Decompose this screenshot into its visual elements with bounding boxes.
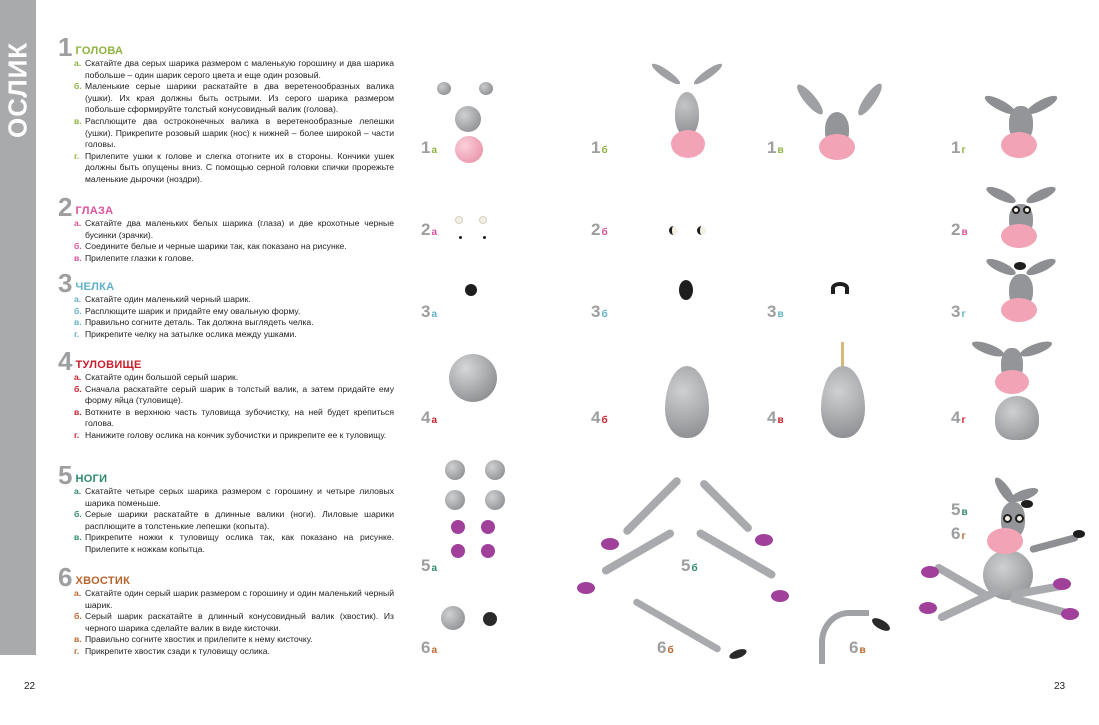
step-letter: в. [74, 317, 82, 328]
donkey-muzzle [987, 528, 1023, 554]
donkey-muzzle [1001, 224, 1037, 248]
hoof [919, 602, 937, 614]
step-text: Прилепите глазки к голове. [85, 252, 194, 263]
eye-assembled [697, 226, 706, 235]
step-label-4g: 4г [951, 408, 966, 427]
step-text: Правильно согните хвостик и прилепите к нему кисточку. [85, 634, 313, 645]
step-list [74, 294, 394, 340]
donkey-eye [1012, 206, 1020, 214]
hoof [755, 534, 773, 546]
step-label-1g: 1г [951, 138, 966, 157]
left-page-number: 22 [24, 681, 36, 692]
section-title: ЧЕЛКА [75, 281, 115, 293]
head-ear [984, 256, 1017, 279]
sidebar [0, 0, 36, 655]
step-letter: а. [74, 218, 82, 228]
step-letter: в. [74, 634, 82, 645]
step-text: Скатайте один маленький черный шарик. [85, 294, 251, 304]
step-label-5a: 5а [421, 556, 438, 575]
step-label-2a: 2а [421, 220, 438, 239]
purple-ball [481, 544, 495, 558]
leg-roll [622, 476, 683, 537]
flat-ear [794, 81, 827, 117]
step-text: Расплющите шарик и придайте ему овальную форму. [85, 305, 301, 316]
step-text: Скатайте один серый шарик размером с горошину и один маленький черный шарик. [85, 588, 394, 610]
section-title: ГОЛОВА [75, 45, 124, 57]
step-item [74, 151, 394, 186]
step-letter: г. [74, 645, 80, 656]
step-text: Прикрепите ножки к туловищу ослика так, как показано на рисунке. Прилепите к ножкам копытца. [85, 532, 394, 554]
step-label-4v: 4в [767, 408, 784, 427]
step-text: Скатайте один большой серый шарик. [85, 372, 239, 382]
right-page-number: 23 [1054, 681, 1066, 692]
step-text: Скатайте два серых шарика размером с маленькую горошину и два шарика побольше – один шарик серого цвета и еще один розовый. [85, 58, 394, 80]
step-item [74, 509, 394, 532]
step-item [74, 430, 394, 442]
section-header [58, 192, 394, 222]
step-letter: б. [74, 611, 82, 622]
section-header [58, 562, 394, 592]
section-title: ТУЛОВИЩЕ [75, 359, 142, 371]
section-number: 6 [58, 562, 73, 592]
step-label-5v: 5в [951, 500, 968, 519]
purple-ball [481, 520, 495, 534]
purple-ball [451, 544, 465, 558]
section-header [58, 32, 394, 62]
step-letter: г. [74, 328, 80, 339]
step-item [74, 241, 394, 253]
black-ball [465, 284, 477, 296]
gray-egg-body [665, 366, 709, 438]
hoof [601, 538, 619, 550]
step-label-6g: 6г [951, 524, 966, 543]
step-label-4b: 4б [591, 408, 608, 427]
step-item [74, 588, 394, 611]
head-ear [1024, 184, 1057, 207]
donkey-muzzle [1001, 132, 1037, 158]
gray-ear-roll [650, 61, 682, 87]
step-letter: в. [74, 252, 82, 263]
tail-tuft [870, 616, 892, 634]
step-letter: б. [74, 305, 82, 316]
section-legs [58, 460, 394, 556]
hoof [921, 566, 939, 578]
step-list [74, 372, 394, 442]
step-text: Скатайте два маленьких белых шарика (глаза) и две крохотные черные бусинки (зрачки). [85, 218, 394, 240]
black-ball [483, 612, 497, 626]
step-letter: а. [74, 588, 82, 598]
section-body [58, 346, 394, 442]
step-item [74, 58, 394, 81]
step-letter: б. [74, 81, 82, 92]
tail-tuft [1073, 530, 1085, 538]
bent-bangs [831, 282, 849, 294]
head-ear [1024, 256, 1057, 279]
step-text: Сначала раскатайте серый шарик в толстый валик, а затем придайте ему форму яйца (туловище). [85, 383, 394, 406]
step-label-3a: 3а [421, 302, 438, 321]
step-letter: а. [74, 294, 82, 304]
step-label-1b: 1б [591, 138, 608, 157]
section-header [58, 268, 394, 298]
flat-ear [855, 81, 886, 118]
step-label-3g: 3г [951, 302, 966, 321]
step-item [74, 317, 394, 329]
eye-assembled [669, 226, 678, 235]
step-text: Маленькие серые шарики раскатайте в два веретенообразных валика (ушки). Их края должны быть острыми. Из серого шарика размером побольше сформируйте толстый конусовидный валик (голова). [85, 81, 394, 115]
step-item [74, 306, 394, 318]
head-ear [984, 184, 1017, 207]
section-bangs [58, 268, 394, 340]
donkey-muzzle [1001, 298, 1037, 322]
step-item [74, 294, 394, 306]
head-ear [1018, 338, 1053, 359]
step-item [74, 81, 394, 116]
step-list [74, 58, 394, 186]
step-text: Правильно согните деталь. Так должна выглядеть челка. [85, 317, 314, 328]
donkey-bangs [1014, 262, 1026, 270]
step-item [74, 253, 394, 265]
step-label-2b: 2б [591, 220, 608, 239]
leg-roll [698, 478, 753, 533]
donkey-muzzle [995, 370, 1029, 394]
gray-ear-roll [692, 61, 724, 87]
step-text: Прилепите ушки к голове и слегка отогните их в стороны. Кончики ушек должны быть опущены вниз. С помощью серной головки спички прорежьте маленькие дырочки (ноздри). [85, 150, 394, 184]
step-item [74, 384, 394, 407]
step-item [74, 611, 394, 634]
step-text: Нанижите голову ослика на кончик зубочистки и прикрепите ее к туловищу. [85, 429, 387, 440]
leg-roll [600, 528, 675, 576]
gray-ball [455, 106, 481, 132]
section-header [58, 460, 394, 490]
step-letter: б. [74, 383, 82, 394]
black-flat-oval [679, 280, 693, 300]
big-gray-ball [449, 354, 497, 402]
step-item [74, 372, 394, 384]
head-ear [970, 338, 1005, 359]
step-letter: б. [74, 509, 82, 520]
step-item [74, 646, 394, 658]
step-item [74, 634, 394, 646]
section-title: ХВОСТИК [75, 575, 131, 587]
black-bead [459, 236, 462, 239]
donkey-tail [1029, 534, 1079, 554]
step-text: Прикрепите челку на затылке ослика между ушками. [85, 328, 297, 339]
section-tail [58, 562, 394, 658]
tail-roll [632, 597, 722, 653]
gray-ball [485, 460, 505, 480]
step-letter: б. [74, 241, 82, 252]
hoof [1053, 578, 1071, 590]
step-text: Расплющите два остроконечных валика в веретенообразные лепешки (ушки). Прикрепите розовый шарик (нос) к нижней – более широкой – части головы. [85, 115, 394, 150]
step-label-3b: 3б [591, 302, 608, 321]
donkey-body [995, 396, 1039, 440]
step-letter: в. [74, 406, 82, 417]
section-number: 2 [58, 192, 73, 222]
step-letter: а. [74, 372, 82, 382]
step-label-6a: 6а [421, 638, 438, 657]
donkey-eye [1023, 206, 1031, 214]
hoof [771, 590, 789, 602]
gray-ball [441, 606, 465, 630]
step-label-6b: 6б [657, 638, 674, 657]
pink-nose [671, 130, 705, 158]
step-item [74, 532, 394, 555]
small-gray-ball [479, 82, 493, 95]
step-text: Серые шарики раскатайте в длинные валики (ноги). Лиловые шарики расплющите в толстенькие лепешки (копыта). [85, 509, 394, 531]
pink-ball [455, 136, 483, 163]
step-label-1a: 1а [421, 138, 438, 157]
section-eyes [58, 192, 394, 264]
step-list [74, 218, 394, 264]
section-head [58, 32, 394, 186]
step-letter: в. [74, 115, 82, 126]
page-title: ОСЛИК [2, 41, 33, 139]
step-item [74, 116, 394, 151]
section-header [58, 346, 394, 376]
section-title: НОГИ [75, 473, 108, 485]
donkey-bangs [1021, 500, 1033, 508]
gray-ball [485, 490, 505, 510]
step-label-2v: 2в [951, 220, 968, 239]
step-text: Серый шарик раскатайте в длинный конусовидный валик (хвостик). Из черного шарика сделайте валик в виде кисточки. [85, 611, 394, 633]
step-photos [405, 30, 1095, 670]
step-text: Соедините белые и черные шарики так, как показано на рисунке. [85, 241, 347, 252]
white-ball [479, 216, 487, 224]
step-list [74, 588, 394, 658]
step-item [74, 329, 394, 341]
step-item [74, 218, 394, 241]
tail-tuft [728, 647, 748, 661]
purple-ball [451, 520, 465, 534]
step-text: Воткните в верхнюю часть туловища зубочистку, на ней будет крепиться голова. [85, 406, 394, 429]
section-title: ГЛАЗА [75, 205, 114, 217]
gray-ball [445, 490, 465, 510]
pink-nose [819, 134, 855, 160]
section-number: 5 [58, 460, 73, 490]
hoof [1061, 608, 1079, 620]
step-letter: г. [74, 150, 80, 161]
step-list [74, 486, 394, 556]
donkey-eye [1003, 514, 1012, 523]
white-ball [455, 216, 463, 224]
step-text: Скатайте четыре серых шарика размером с горошину и четыре лиловых шарика поменьше. [85, 486, 394, 508]
step-label-3v: 3в [767, 302, 784, 321]
step-letter: а. [74, 486, 82, 496]
section-number: 1 [58, 32, 73, 62]
step-label-5b: 5б [681, 556, 698, 575]
step-letter: а. [74, 58, 82, 68]
step-label-6v: 6в [849, 638, 866, 657]
gray-egg-body [821, 366, 865, 438]
step-item [74, 486, 394, 509]
step-label-1v: 1в [767, 138, 784, 157]
black-bead [483, 236, 486, 239]
small-gray-ball [437, 82, 451, 95]
donkey-eye [1015, 514, 1024, 523]
step-letter: г. [74, 429, 80, 440]
step-letter: в. [74, 532, 82, 543]
step-text: Прикрепите хвостик сзади к туловищу ослика. [85, 645, 270, 656]
step-label-4a: 4а [421, 408, 438, 427]
step-item [74, 407, 394, 430]
hoof [577, 582, 595, 594]
section-number: 3 [58, 268, 73, 298]
gray-ball [445, 460, 465, 480]
section-number: 4 [58, 346, 73, 376]
